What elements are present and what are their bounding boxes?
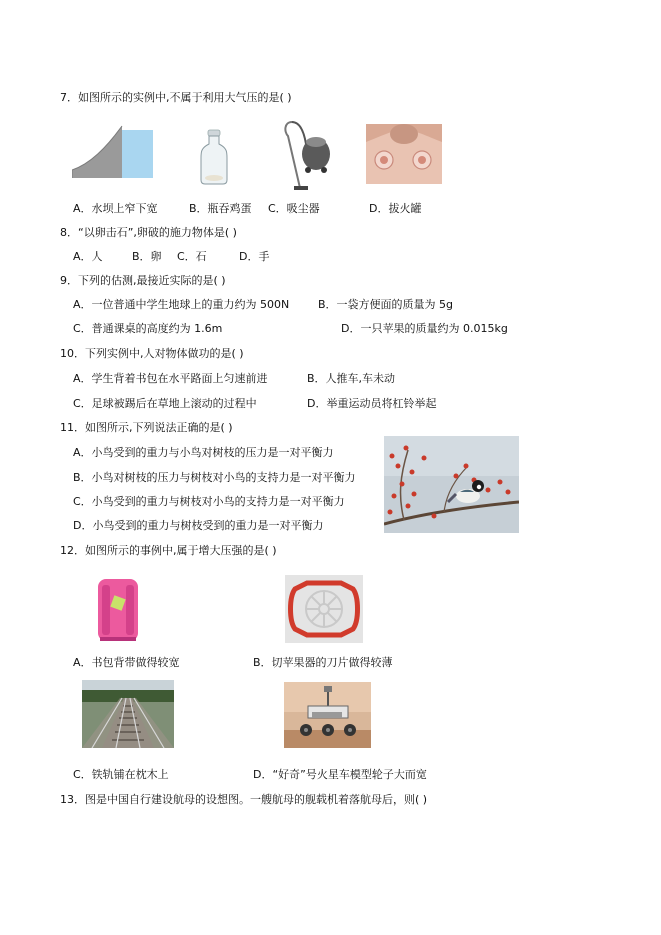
question-10-option-d[interactable]: D．举重运动员将杠铃举起 xyxy=(307,397,437,410)
question-12-stem: 12．如图所示的事例中,属于增大压强的是( ) xyxy=(60,544,277,557)
question-11-option-c[interactable]: C．小鸟受到的重力与树枝对小鸟的支持力是一对平衡力 xyxy=(73,495,345,508)
question-11-option-b[interactable]: B．小鸟对树枝的压力与树枝对小鸟的支持力是一对平衡力 xyxy=(73,471,356,484)
bottle-egg-image xyxy=(199,128,229,186)
question-12-option-c[interactable]: C．铁轨铺在枕木上 xyxy=(73,768,169,781)
question-9-option-d[interactable]: D．一只苹果的质量约为 0.015kg xyxy=(341,322,508,335)
question-10-option-b[interactable]: B．人推车,车未动 xyxy=(307,372,396,385)
apple-slicer-image xyxy=(285,575,363,643)
backpack-image xyxy=(92,575,144,645)
question-7-option-d[interactable]: D．拔火罐 xyxy=(369,202,422,215)
question-10-option-c[interactable]: C．足球被踢后在草地上滚动的过程中 xyxy=(73,397,257,410)
question-10-stem: 10．下列实例中,人对物体做功的是( ) xyxy=(60,347,244,360)
question-9-stem: 9．下列的估测,最接近实际的是( ) xyxy=(60,274,226,287)
question-8-option-b[interactable]: B．卵 xyxy=(132,250,162,263)
question-12-option-d[interactable]: D．“好奇”号火星车模型轮子大而宽 xyxy=(253,768,427,781)
question-8-option-d[interactable]: D．手 xyxy=(239,250,270,263)
question-8-stem: 8．“以卵击石”,卵破的施力物体是( ) xyxy=(60,226,237,239)
question-10-option-a[interactable]: A．学生背着书包在水平路面上匀速前进 xyxy=(73,372,268,385)
railway-track-image xyxy=(82,680,174,748)
question-9-option-c[interactable]: C．普通课桌的高度约为 1.6m xyxy=(73,322,223,335)
question-7-option-a[interactable]: A．水坝上窄下宽 xyxy=(73,202,158,215)
question-7-option-b[interactable]: B．瓶吞鸡蛋 xyxy=(189,202,252,215)
question-7-option-c[interactable]: C．吸尘器 xyxy=(268,202,320,215)
question-11-stem: 11．如图所示,下列说法正确的是( ) xyxy=(60,421,233,434)
question-9-option-b[interactable]: B．一袋方便面的质量为 5g xyxy=(318,298,454,311)
question-11-option-a[interactable]: A．小鸟受到的重力与小鸟对树枝的压力是一对平衡力 xyxy=(73,446,334,459)
question-7-stem: 7．如图所示的实例中,不属于利用大气压的是( ) xyxy=(60,91,292,104)
question-13-stem: 13．图是中国自行建设航母的设想图。一艘航母的舰载机着落航母后，则( ) xyxy=(60,793,428,806)
mars-rover-image xyxy=(284,682,371,748)
question-11-option-d[interactable]: D．小鸟受到的重力与树枝受到的重力是一对平衡力 xyxy=(73,519,324,532)
question-9-option-a[interactable]: A．一位普通中学生地球上的重力约为 500N xyxy=(73,298,290,311)
bird-on-branch-image xyxy=(384,436,519,533)
question-12-option-b[interactable]: B．切苹果器的刀片做得较薄 xyxy=(253,656,393,669)
question-12-option-a[interactable]: A．书包背带做得较宽 xyxy=(73,656,180,669)
dam-image xyxy=(72,124,153,178)
question-8-option-c[interactable]: C．石 xyxy=(177,250,207,263)
vacuum-cleaner-image xyxy=(282,118,332,192)
cupping-image xyxy=(366,124,442,184)
question-8-option-a[interactable]: A．人 xyxy=(73,250,103,263)
